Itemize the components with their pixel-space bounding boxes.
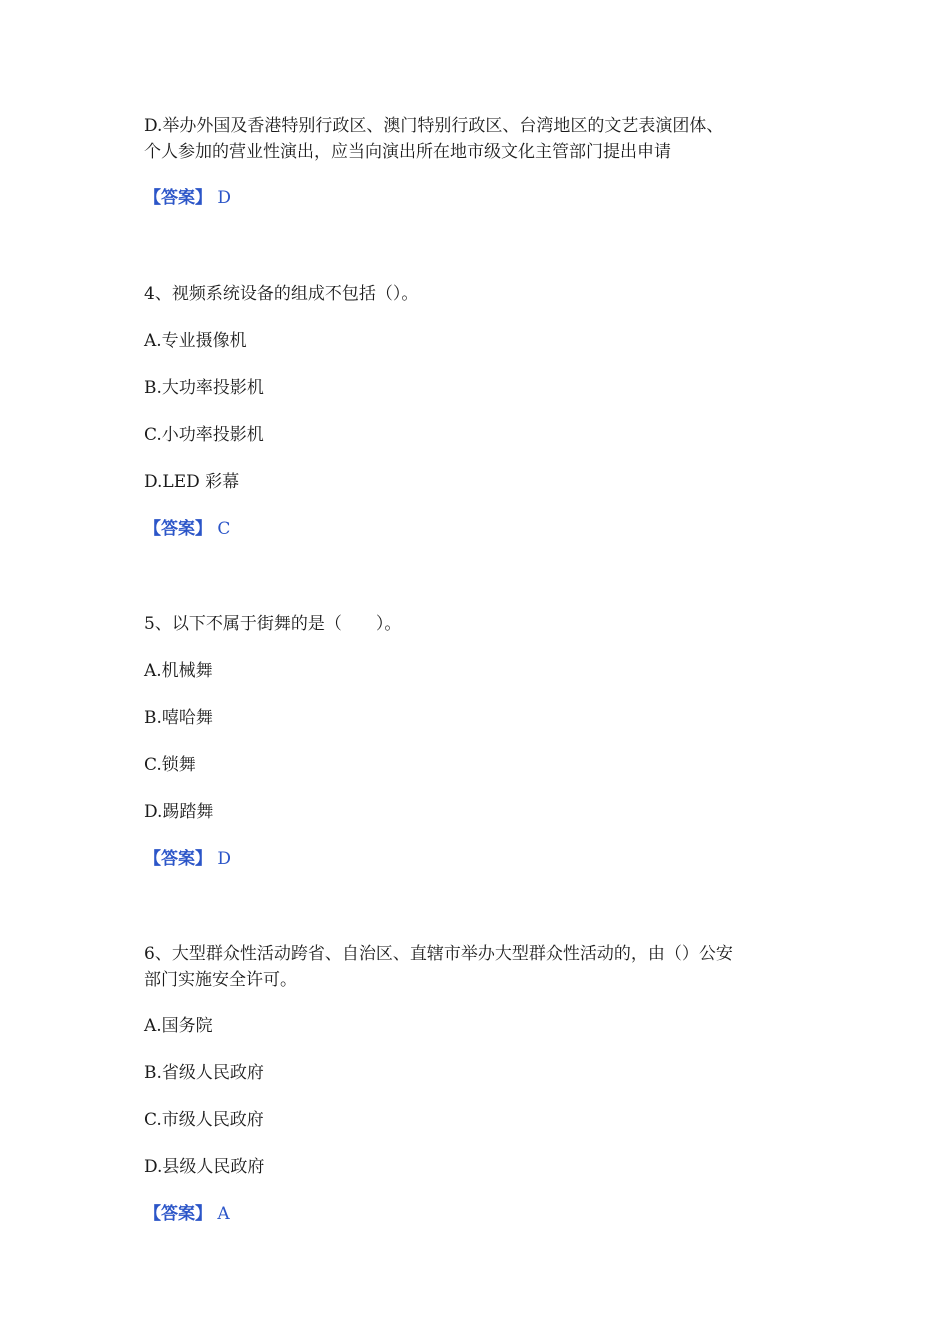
answer-value: D (217, 188, 232, 208)
question-6-option-c: C.市级人民政府 (144, 1110, 264, 1130)
answer-q6 (144, 1201, 230, 1227)
question-6-stem-line-1: 6、大型群众性活动跨省、自治区、直辖市举办大型群众性活动的，由（）公安 (144, 944, 733, 964)
question-6-option-a: A.国务院 (144, 1016, 213, 1036)
answer-tag: 【答案】 (144, 849, 212, 869)
option-d-line-2: 个人参加的营业性演出，应当向演出所在地市级文化主管部门提出申请 (144, 142, 671, 162)
answer-q5 (144, 846, 231, 872)
answer-tag: 【答案】 (144, 519, 212, 539)
question-4-option-a: A.专业摄像机 (144, 331, 247, 351)
answer-q3 (144, 185, 231, 211)
answer-value: C (217, 519, 231, 539)
option-d-line-1: D.举办外国及香港特别行政区、澳门特别行政区、台湾地区的文艺表演团体、 (144, 116, 724, 136)
question-6-option-d: D.县级人民政府 (144, 1157, 265, 1177)
answer-value: D (217, 849, 232, 869)
question-6-option-b: B.省级人民政府 (144, 1063, 264, 1083)
answer-tag: 【答案】 (144, 188, 212, 208)
answer-q4 (144, 516, 230, 542)
question-4-option-d: D.LED 彩幕 (144, 472, 240, 492)
question-5-option-c: C.锁舞 (144, 755, 196, 775)
question-5-option-b: B.嘻哈舞 (144, 708, 213, 728)
answer-value: A (217, 1204, 230, 1224)
question-5-option-d: D.踢踏舞 (144, 802, 214, 822)
question-5-stem: 5、以下不属于街舞的是（ ）。 (144, 614, 402, 634)
question-4-stem: 4、视频系统设备的组成不包括（）。 (144, 284, 419, 304)
question-5-option-a: A.机械舞 (144, 661, 213, 681)
question-4-option-b: B.大功率投影机 (144, 378, 264, 398)
question-6-stem-line-2: 部门实施安全许可。 (144, 970, 297, 990)
question-4-option-c: C.小功率投影机 (144, 425, 264, 445)
answer-tag: 【答案】 (144, 1204, 212, 1224)
